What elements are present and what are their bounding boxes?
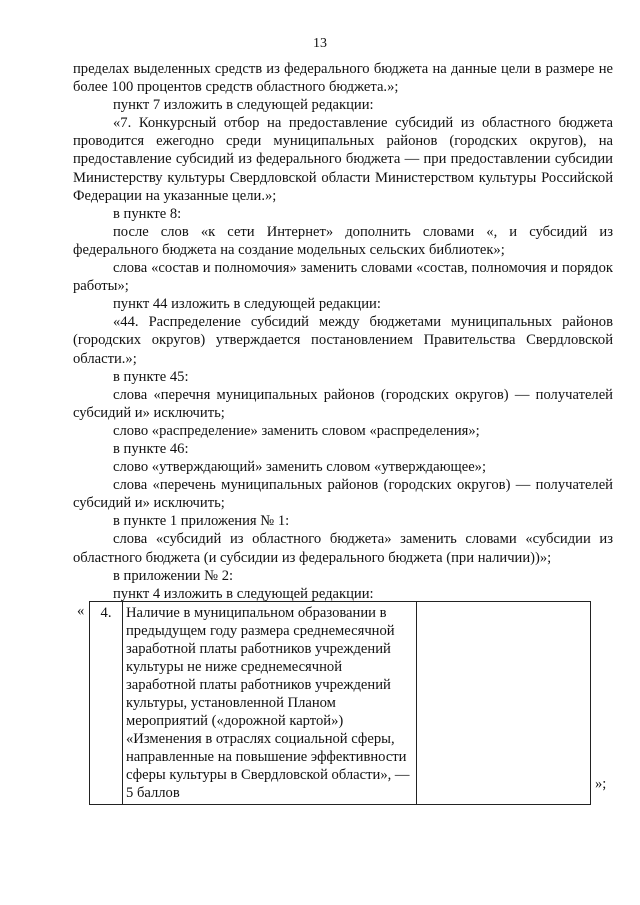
paragraph: слова «перечня муниципальных районов (городских округов) — получателей субсидий и» исключить; <box>73 386 613 421</box>
page-number: 13 <box>313 36 327 51</box>
paragraph: пункт 7 изложить в следующей редакции: <box>113 97 374 114</box>
paragraph: в пункте 45: <box>113 368 189 385</box>
paragraph: после слов «к сети Интернет» дополнить словами «, и субсидий из федерального бюджета на создание модельных сельских библиотек»; <box>73 223 613 258</box>
paragraph: слова «состав и полномочия» заменить словами «состав, полномочия и порядок работы»; <box>73 260 613 295</box>
table-row <box>90 602 591 805</box>
paragraph: слово «утверждающий» заменить словом «утверждающее»; <box>113 459 487 476</box>
document-body <box>73 60 613 603</box>
row-value-cell <box>417 602 591 805</box>
paragraph: пункт 4 изложить в следующей редакции: <box>113 585 374 602</box>
paragraph: слова «перечень муниципальных районов (городских округов) — получателей субсидий и» исключить; <box>73 477 613 512</box>
paragraph: пункт 44 изложить в следующей редакции: <box>113 296 381 313</box>
row-description-cell: Наличие в муниципальном образовании в предыдущем году размера среднемесячной заработной платы работников учреждений культуры не ниже среднемесячной заработной платы работников учреждений культуры, установленной Планом мероприятий («дорожной картой») «Изменения в отраслях социальной сферы, направленные на повышение эффективности сферы культуры в Свердловской области», — 5 баллов <box>123 602 417 805</box>
row-number-cell: 4. <box>90 602 123 805</box>
paragraph: в пункте 8: <box>113 205 182 222</box>
paragraph: слова «субсидий из областного бюджета» заменить словами «субсидии из областного бюджета (и субсидии из федерального бюджета (при наличии))»; <box>73 531 613 566</box>
paragraph: в приложении № 2: <box>113 567 234 584</box>
paragraph: в пункте 46: <box>113 440 189 457</box>
paragraph: «44. Распределение субсидий между бюджетами муниципальных районов (городских округов) утверждается постановлением Правительства Свердловской области.»; <box>73 314 613 367</box>
paragraph: «7. Конкурсный отбор на предоставление субсидий из областного бюджета проводится ежегодно среди муниципальных районов (городских округов), на предоставление субсидий из федерального бюджета — при предоставлении субсидии Министерству культуры Свердловской области Министерством культуры Российской Федерации на указанные цели.»; <box>73 115 613 204</box>
closing-quote: »; <box>595 776 607 792</box>
paragraph: пределах выделенных средств из федерального бюджета на данные цели в размере не более 100 процентов средств областного бюджета.»; <box>73 61 613 96</box>
paragraph: слово «распределение» заменить словом «распределения»; <box>113 422 480 439</box>
criteria-table <box>89 601 591 805</box>
criteria-table-block <box>73 601 621 801</box>
paragraph: в пункте 1 приложения № 1: <box>113 513 290 530</box>
opening-quote: « <box>77 603 85 619</box>
